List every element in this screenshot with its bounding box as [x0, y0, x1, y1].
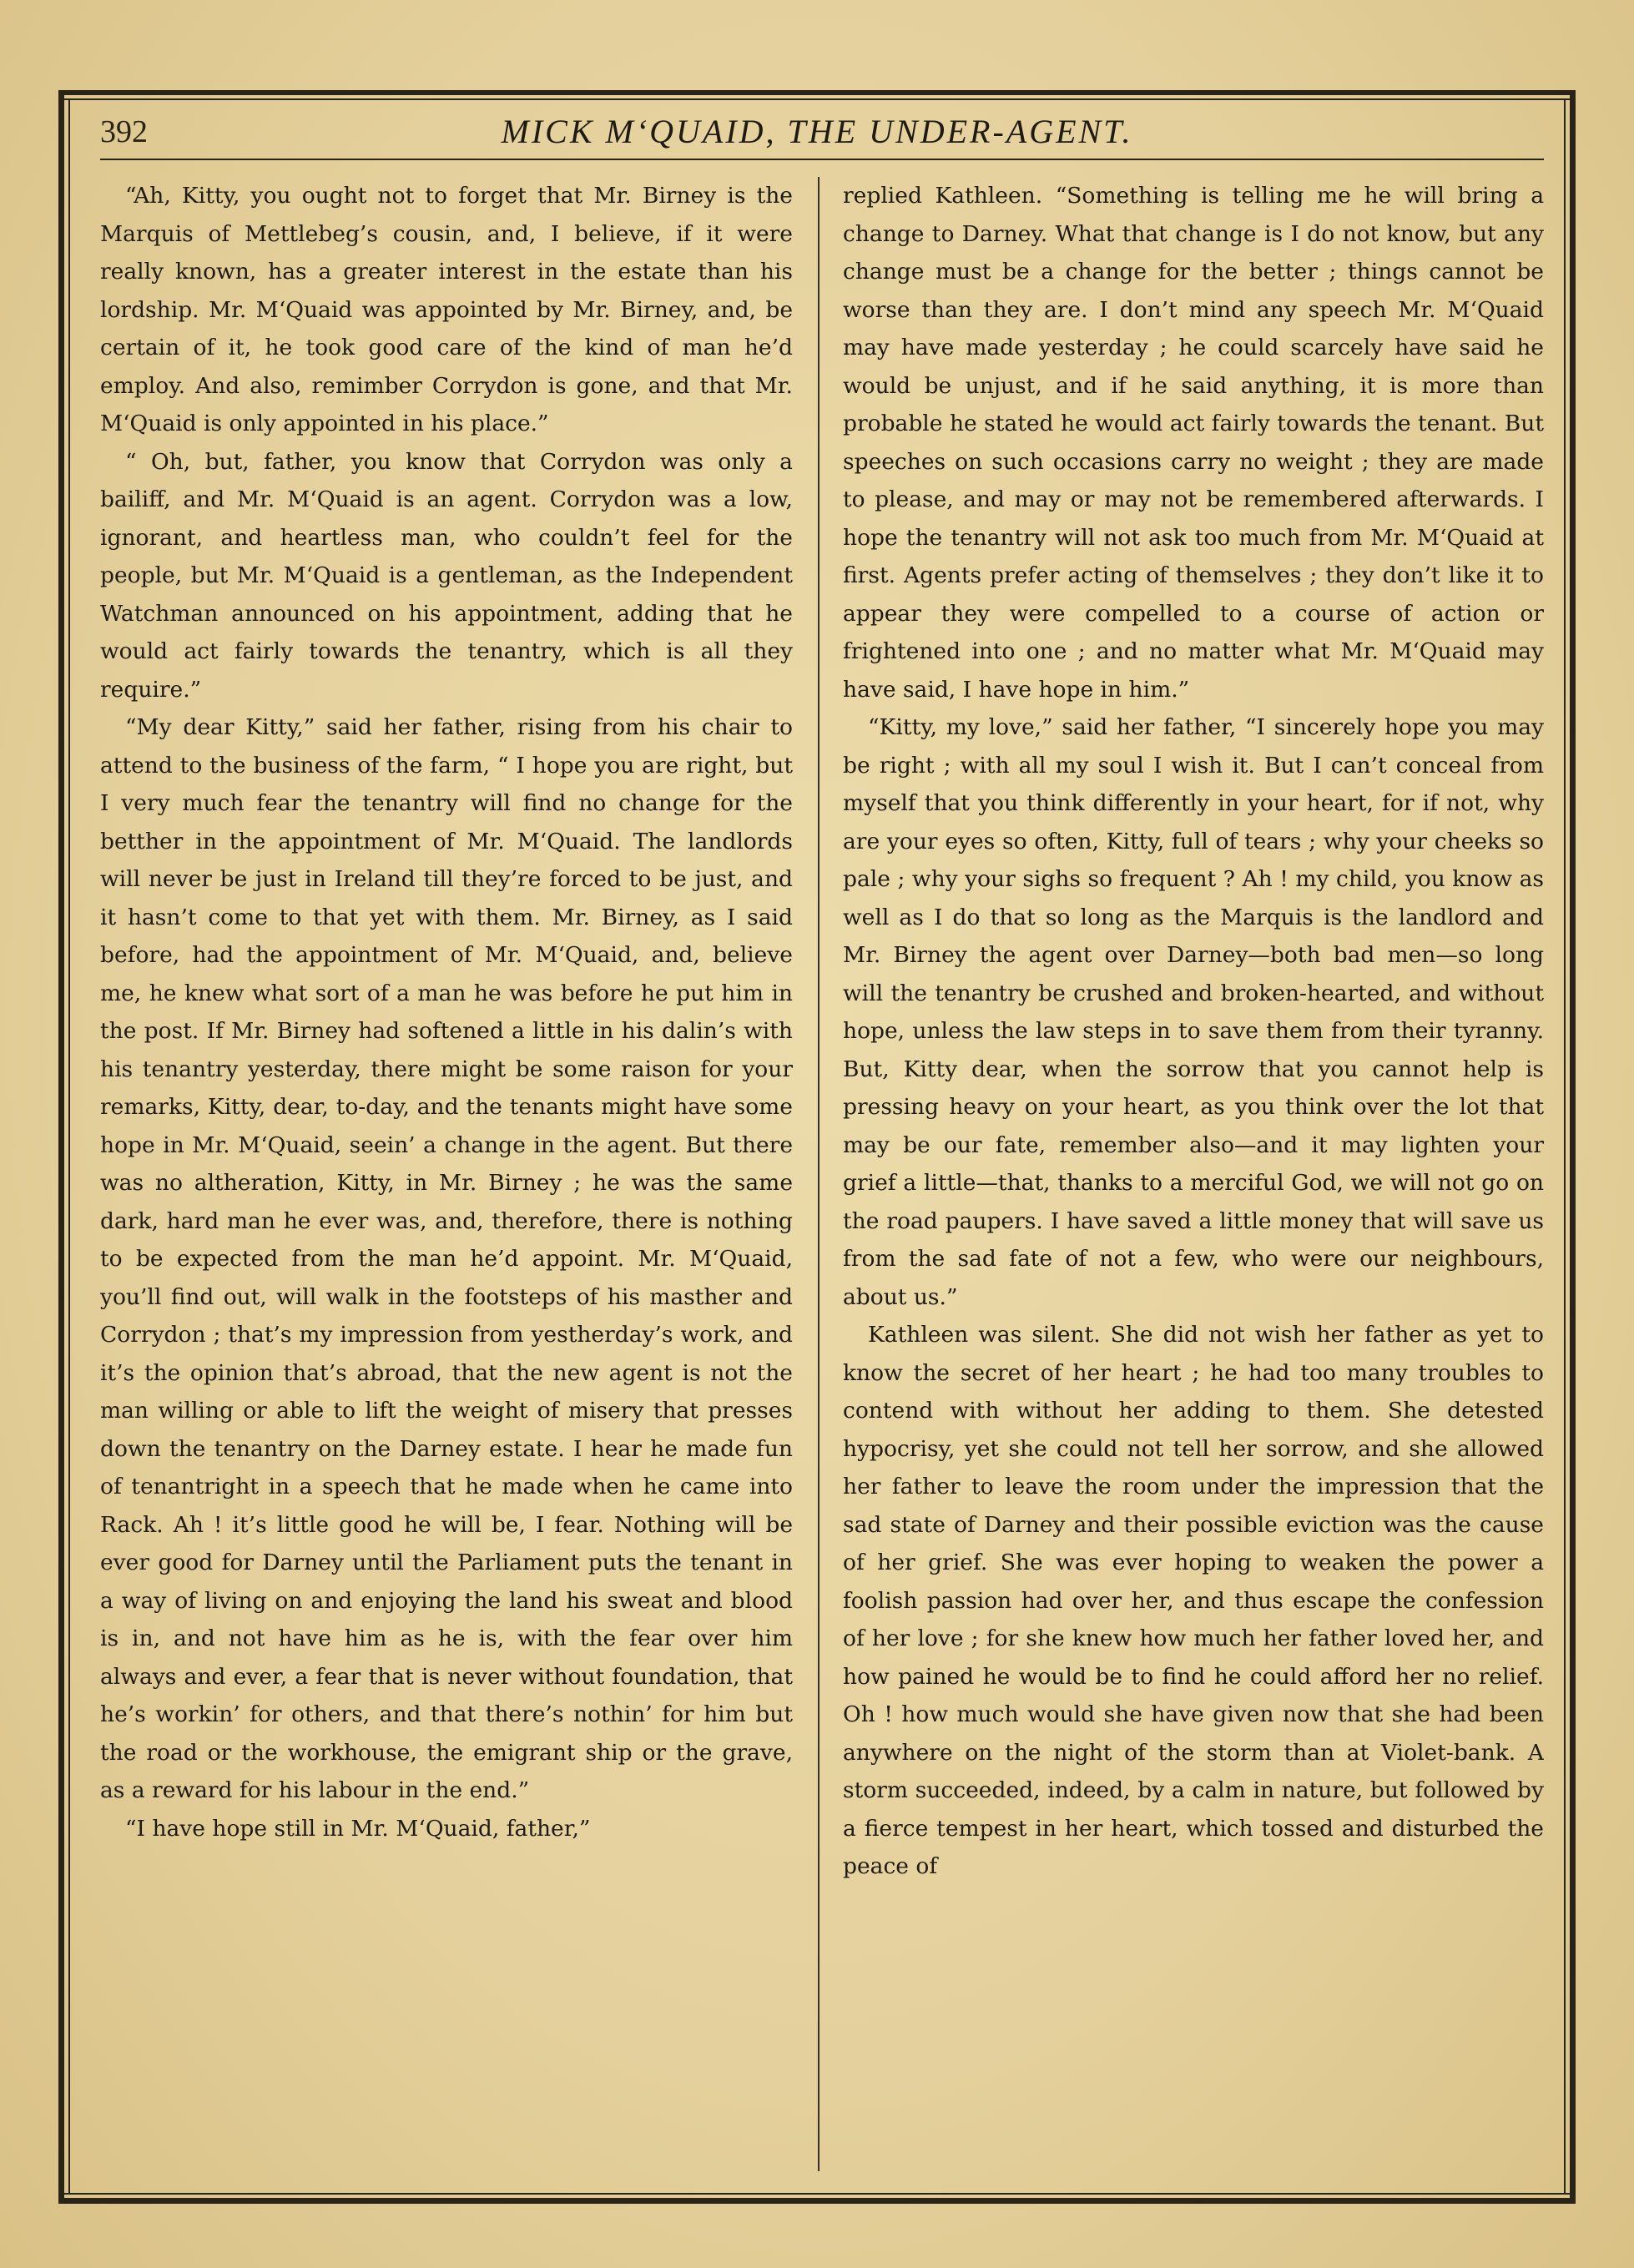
paragraph: “I have hope still in Mr. M‘Quaid, father,” — [125, 1815, 591, 1842]
top-border-rule — [58, 90, 1576, 95]
right-border-rule-thin — [1564, 98, 1566, 2195]
paragraph: “ Oh, but, father, you know that Corrydon was only a bailiff, and Mr. M‘Quaid is an agent. Corrydon was a low, ignorant, and heartless man, who couldn’t feel for the people, but Mr. M‘Quaid is a gentleman, as the Independent Watchman announced on his appointment, adding that he would act fairly towards the tenantry, which is all they require.” — [100, 448, 793, 703]
right-column — [843, 177, 1544, 2170]
running-title: MICK M‘QUAID, THE UNDER-AGENT. — [501, 113, 1133, 150]
paragraph: “My dear Kitty,” said her father, rising from his chair to attend to the business of the farm, “ I hope you are right, but I very much fear the tenantry will find no change for the betther in the appointment of Mr. M‘Quaid. The landlords will never be just in Ireland till they’re forced to be just, and it hasn’t come to that yet with them. Mr. Birney, as I said before, had the appointment of Mr. M‘Quaid, and, believe me, he knew what sort of a man he was before he put him in the post. If Mr. Birney had softened a little in his dalin’s with his tenantry yesterday, there might be some raison for your remarks, Kitty, dear, to-day, and the tenants might have some hope in Mr. M‘Quaid, seein’ a change in the agent. But there was no altheration, Kitty, in Mr. Birney ; he was the same dark, hard man he ever was, and, therefore, there is nothing to be expected from the man he’d appoint. Mr. M‘Quaid, you’ll find out, will walk in the footsteps of his masther and Corrydon ; that’s my impression from yestherday’s work, and it’s the opinion that’s abroad, that the new agent is not the man willing or able to lift the weight of misery that presses down the tenantry on the Darney estate. I hear he made fun of tenantright in a speech that he made when he came into Rack. Ah ! it’s little good he will be, I fear. Nothing will be ever good for Darney until the Parliament puts the tenant in a way of living on and enjoying the land his sweat and blood is in, and not have him as he is, with the fear over him always and ever, a fear that is never without foundation, that he’s workin’ for others, and that there’s nothin’ for him but the road or the workhouse, the emigrant ship or the grave, as a reward for his labour in the end.” — [100, 714, 793, 1803]
page-number: 392 — [100, 114, 148, 149]
paragraph: Kathleen was silent. She did not wish her father as yet to know the secret of her heart ; he had too many troubles to contend with without her adding to them. She detested hypocrisy, yet she could not tell her sorrow, and she allowed her father to leave the room under the impression that the sad state of Darney and their possible eviction was the cause of her grief. She was ever hoping to weaken the power a foolish passion had over her, and thus escape the confession of her love ; for she knew how much her father loved her, and how pained he would be to find he could afford her no relief. Oh ! how much would she have given now that she had been anywhere on the night of the storm than at Violet-bank. A storm succeeded, indeed, by a calm in nature, but followed by a fierce tempest in her heart, which tossed and disturbed the peace of — [843, 1322, 1544, 1879]
paragraph: replied Kathleen. “Something is telling me he will bring a change to Darney. What that change is I do not know, but any change must be a change for the better ; things cannot be worse than they are. I don’t mind any speech Mr. M‘Quaid may have made yesterday ; he could scarcely have said he would be unjust, and if he said anything, it is more than probable he stated he would act fairly towards the tenant. But speeches on such occasions carry no weight ; they are made to please, and may or may not be remembered afterwards. I hope the tenantry will not ask too much from Mr. M‘Quaid at first. Agents prefer acting of themselves ; they don’t like it to appear they were compelled to a course of action or frightened into one ; and no matter what Mr. M‘Quaid may have said, I have hope in him.” — [843, 183, 1544, 703]
left-column — [100, 177, 793, 2170]
paragraph: “Kitty, my love,” said her father, “I sincerely hope you may be right ; with all my soul I wish it. But I can’t conceal from myself that you think differently in your heart, for if not, why are your eyes so often, Kitty, full of tears ; why your cheeks so pale ; why your sighs so frequent ? Ah ! my child, you know as well as I do that so long as the Marquis is the landlord and Mr. Birney the agent over Darney—both bad men—so long will the tenantry be crushed and broken-hearted, and without hope, unless the law steps in to save them from their tyranny. But, Kitty dear, when the sorrow that you cannot help is pressing heavy on your heart, as you think over the lot that may be our fate, remember also—and it may lighten your grief a little—that, thanks to a merciful God, we will not go on the road paupers. I have saved a little money that will save us from the sad fate of not a few, who were our neighbours, about us.” — [843, 714, 1544, 1310]
right-border-rule — [1570, 90, 1576, 2204]
paragraph: “Ah, Kitty, you ought not to forget that Mr. Birney is the Marquis of Mettlebeg’s cousin, and, I believe, if it were really known, has a greater interest in the estate than his lordship. Mr. M‘Quaid was appointed by Mr. Birney, and, be certain of it, he took good care of the kind of man he’d employ. And also, remimber Corrydon is gone, and that Mr. M‘Quaid is only appointed in his place.” — [100, 183, 793, 436]
column-divider — [818, 177, 820, 2171]
bottom-border-rule — [58, 2198, 1576, 2204]
left-border-rule-thin — [68, 98, 70, 2195]
bottom-border-rule-thin — [63, 2193, 1571, 2195]
header-underline — [100, 159, 1544, 160]
top-border-rule-thin — [63, 98, 1571, 100]
left-border-rule — [58, 90, 64, 2204]
page-header — [100, 107, 1534, 157]
